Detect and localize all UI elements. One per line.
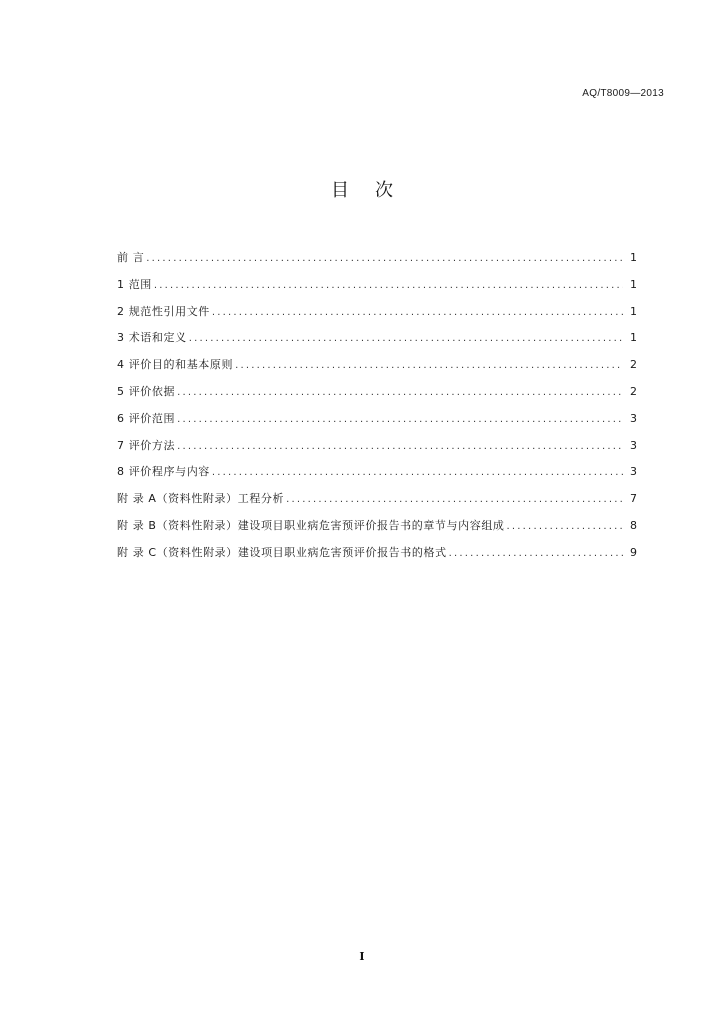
- toc-entry-page: 1: [630, 251, 637, 264]
- toc-dot-leader: [177, 437, 623, 457]
- toc-entry-label: 4 评价目的和基本原则: [117, 358, 234, 372]
- toc-entry-page: 7: [630, 492, 637, 506]
- toc-entry-label: 2 规范性引用文件: [117, 304, 210, 318]
- toc-dot-leader: [189, 329, 623, 349]
- toc-entry-label: 附 录 B（资料性附录）建设项目职业病危害预评价报告书的章节与内容组成: [117, 518, 505, 532]
- toc-entry-label: 7 评价方法: [117, 438, 176, 452]
- toc-title: 目次: [331, 180, 419, 201]
- toc-entry-scope[interactable]: [117, 275, 637, 302]
- toc-entry-page: 2: [630, 358, 637, 372]
- toc-entry-label: 附 录 A（资料性附录）工程分析: [117, 492, 285, 506]
- toc-entry-annex-a[interactable]: [117, 489, 637, 516]
- toc-entry-label: 1 范围: [117, 277, 152, 291]
- toc-dot-leader: [177, 410, 623, 430]
- toc-entry-normative-references[interactable]: [117, 302, 637, 329]
- toc-entry-label: 8 评价程序与内容: [117, 465, 210, 479]
- toc-dot-leader: [449, 544, 623, 564]
- toc-entry-evaluation-scope[interactable]: [117, 409, 637, 436]
- toc-entry-page: 2: [630, 384, 637, 398]
- toc-dot-leader: [146, 249, 623, 269]
- toc-dot-leader: [235, 356, 623, 376]
- toc-dot-leader: [177, 383, 623, 403]
- page-number: I: [359, 950, 365, 963]
- toc-entry-procedure-content[interactable]: [117, 462, 637, 489]
- toc-entry-label: 前 言: [117, 251, 145, 264]
- toc-entry-label: 5 评价依据: [117, 384, 176, 398]
- toc-entry-terms-definitions[interactable]: [117, 328, 637, 355]
- toc-entry-page: 3: [630, 438, 637, 452]
- toc-list: [117, 248, 637, 570]
- toc-entry-page: 8: [630, 518, 637, 532]
- toc-entry-page: 1: [630, 277, 637, 291]
- toc-entry-annex-c[interactable]: [117, 543, 637, 570]
- toc-dot-leader: [154, 276, 623, 296]
- toc-entry-page: 9: [630, 545, 637, 559]
- toc-entry-label: 3 术语和定义: [117, 331, 187, 345]
- toc-entry-page: 3: [630, 465, 637, 479]
- toc-dot-leader: [212, 463, 623, 483]
- toc-entry-page: 3: [630, 411, 637, 425]
- toc-dot-leader: [212, 303, 623, 323]
- toc-entry-label: 6 评价范围: [117, 411, 176, 425]
- toc-dot-leader: [507, 517, 623, 537]
- toc-entry-page: 1: [630, 331, 637, 345]
- toc-entry-purpose-principles[interactable]: [117, 355, 637, 382]
- toc-entry-annex-b[interactable]: [117, 516, 637, 543]
- toc-entry-label: 附 录 C（资料性附录）建设项目职业病危害预评价报告书的格式: [117, 545, 447, 559]
- toc-entry-basis[interactable]: [117, 382, 637, 409]
- toc-entry-page: 1: [630, 304, 637, 318]
- toc-dot-leader: [286, 490, 623, 510]
- toc-entry-methods[interactable]: [117, 436, 637, 463]
- standard-code: AQ/T8009—2013: [582, 88, 664, 99]
- toc-entry-foreword[interactable]: [117, 248, 637, 275]
